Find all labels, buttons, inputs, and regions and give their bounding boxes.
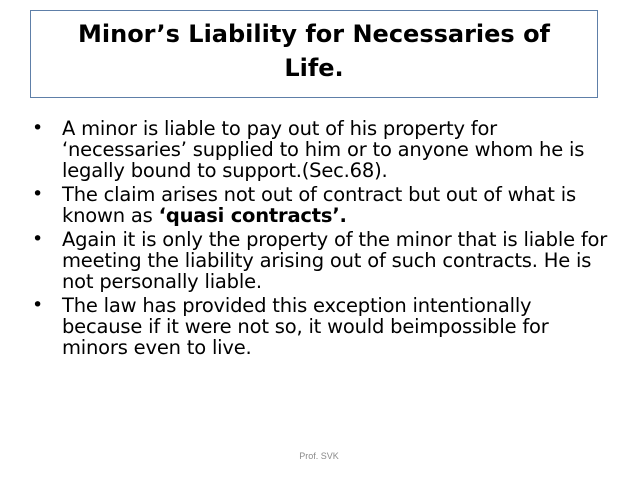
bullet-item-2 [26,184,611,226]
bullet-text-1: A minor is liable to pay out of his property for ‘necessaries’ supplied to him or to anyone whom he is legally bound to support.(Sec.68). [62,117,585,182]
bullet-dot-icon: • [32,294,44,316]
title-line-1: Minor’s Liability for Necessaries of [78,20,550,48]
bullet-item-3 [26,229,611,292]
bullet-list [26,118,611,361]
bullet-text-2: The claim arises not out of contract but out of what is known as [62,183,576,227]
bullet-text-3: Again it is only the property of the minor that is liable for meeting the liability arising out of such contracts. He is not personally liable. [62,228,608,293]
bullet-dot-icon: • [32,228,44,250]
quasi-contracts-emphasis: ‘quasi contracts’ [158,204,340,227]
bullet-dot-icon: • [32,117,44,139]
bullet-item-4 [26,295,611,358]
slide-title [30,17,598,85]
bullet-dot-icon: • [32,183,44,205]
bullet-text-2-end: . [339,204,347,227]
title-line-2: Life. [284,54,344,82]
bullet-text-4: The law has provided this exception intentionally because if it were not so, it would beimpossible for minors even to live. [62,294,549,359]
footer-credit: Prof. SVK [299,451,339,461]
bullet-item-1 [26,118,611,181]
